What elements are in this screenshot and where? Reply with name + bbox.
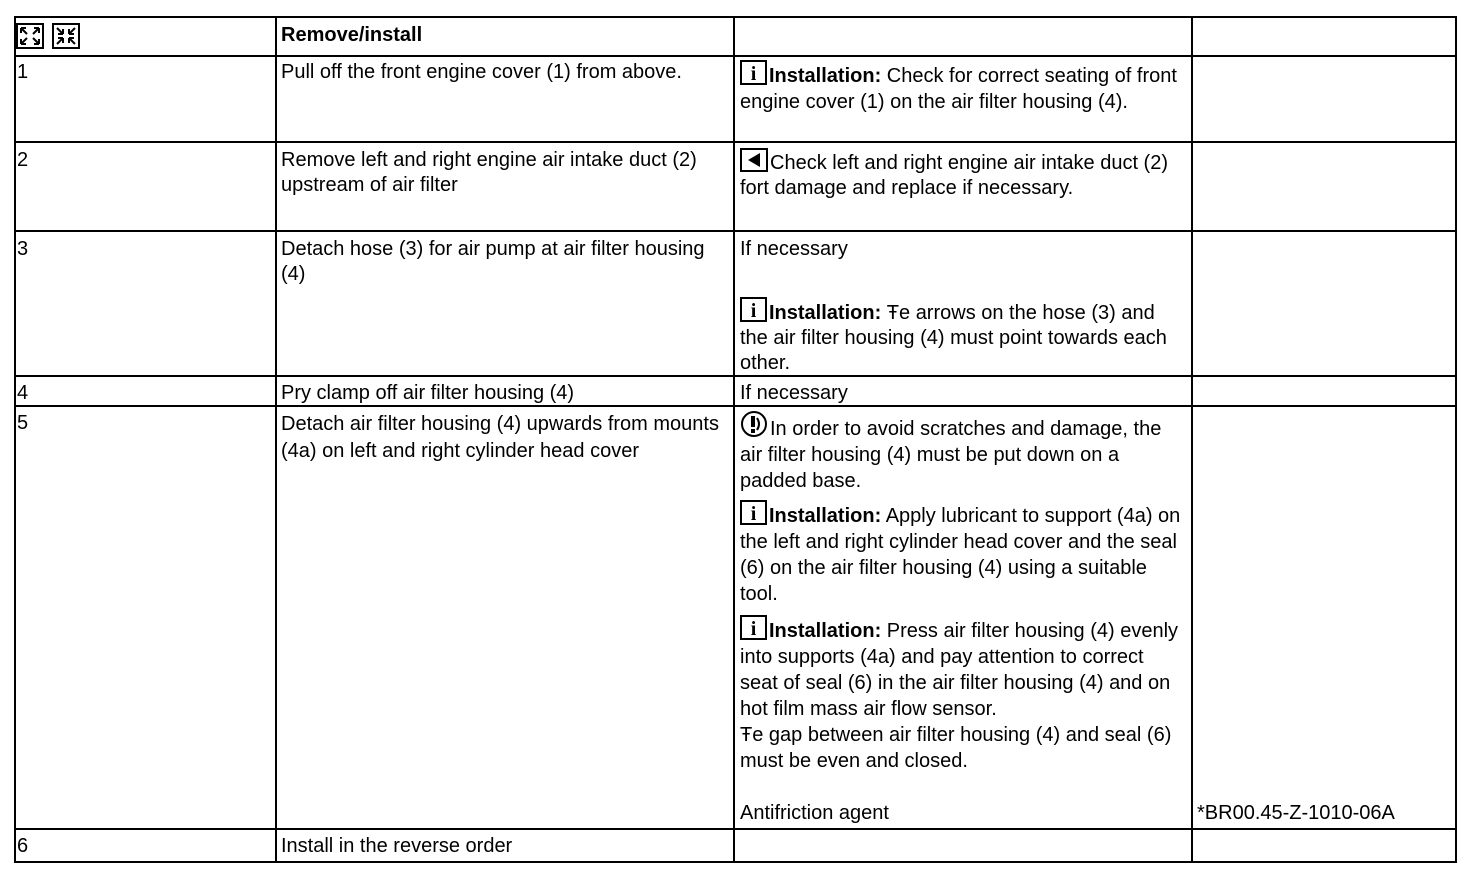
caution-icon: [740, 410, 768, 438]
note-text: Check left and right engine air intake duct (2) fort damage and replace if necessary.: [740, 152, 1168, 199]
installation-label: Installation:: [769, 620, 882, 642]
installation-label: Installation:: [769, 505, 882, 527]
remove-symbol-icon: [16, 23, 44, 49]
svg-text:i: i: [750, 618, 757, 640]
installation-label: Installation:: [769, 65, 882, 87]
info-icon: [740, 615, 767, 640]
step-number: 1: [17, 61, 29, 83]
step-note: If necessary: [740, 382, 848, 404]
info-icon: [740, 60, 767, 85]
caution-text: In order to avoid scratches and damage, the air filter housing (4) must be put down on a padded base.: [740, 418, 1162, 492]
header-title: Remove/install: [281, 24, 423, 46]
note-prefix: If necessary: [740, 238, 848, 260]
check-arrow-icon: [740, 148, 768, 172]
step-note: [740, 148, 1185, 201]
header-icons: [16, 23, 80, 49]
step-action: Pry clamp off air filter housing (4): [281, 382, 575, 404]
step-action: Detach hose (3) for air pump at air filter housing (4): [281, 238, 705, 285]
svg-text:i: i: [750, 63, 757, 85]
gap-note: Ŧe gap between air filter housing (4) and seal (6) must be even and closed.: [740, 724, 1172, 772]
svg-text:i: i: [750, 503, 757, 525]
step-note: [740, 237, 1185, 376]
svg-text:i: i: [750, 300, 757, 322]
step-number: 3: [17, 238, 29, 260]
installation-text: Check for correct seating of front engine cover (1) on the air filter housing (4).: [740, 65, 1177, 113]
step-number: 2: [17, 149, 29, 171]
step-action: Detach air filter housing (4) upwards from mounts (4a) on left and right cylinder head cover: [281, 413, 719, 462]
step-note: [740, 60, 1185, 115]
step-number: 5: [17, 412, 29, 434]
step-number: 6: [17, 835, 29, 857]
agent-label: Antifriction agent: [740, 802, 889, 824]
installation-text: Apply lubricant to support (4a) on the left and right cylinder head cover and the seal (6) on the air filter housing (4) using a suitable tool.: [740, 505, 1181, 605]
installation-text: Press air filter housing (4) evenly into supports (4a) and pay attention to correct seat of seal (6) in the air filter housing (4) and on hot film mass air flow sensor.: [740, 620, 1179, 720]
step-action: Remove left and right engine air intake duct (2) upstream of air filter: [281, 149, 697, 196]
step-action: Pull off the front engine cover (1) from above.: [281, 61, 682, 83]
info-icon: [740, 297, 767, 322]
step-number: 4: [17, 382, 29, 404]
info-icon: [740, 500, 767, 525]
installation-label: Installation:: [769, 302, 882, 324]
install-symbol-icon: [52, 23, 80, 49]
reference-code: *BR00.45-Z-1010-06A: [1197, 802, 1395, 824]
step-note: [740, 410, 1185, 774]
step-action: Install in the reverse order: [281, 835, 513, 857]
installation-text: Ŧe arrows on the hose (3) and the air filter housing (4) must point towards each other.: [740, 302, 1167, 374]
